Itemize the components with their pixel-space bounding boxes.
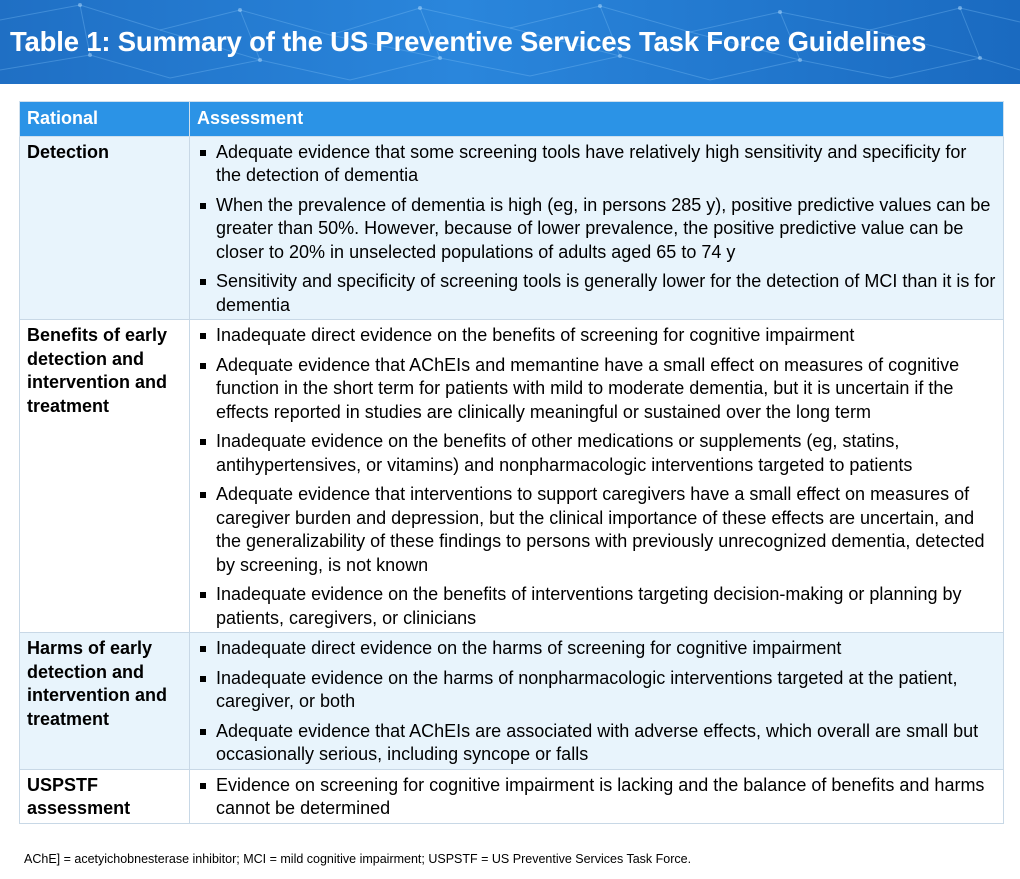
assessment-cell	[190, 633, 1004, 770]
row-label: Detection	[20, 136, 190, 320]
bullet-list	[197, 324, 996, 630]
list-item: Inadequate direct evidence on the benefits of screening for cognitive impairment	[197, 324, 996, 348]
list-item: Adequate evidence that AChEIs are associated with adverse effects, which overall are small but occasionally serious, including syncope or falls	[197, 720, 996, 767]
list-item: Adequate evidence that AChEIs and memantine have a small effect on measures of cognitive function in the short term for patients with mild to moderate dementia, but it is uncertain if the effects reported in studies are clinically meaningful or sustained over the long term	[197, 354, 996, 425]
page-title: Table 1: Summary of the US Preventive Services Task Force Guidelines	[10, 26, 927, 57]
table-row	[20, 769, 1004, 823]
table-header-row	[20, 102, 1004, 137]
header-assessment: Assessment	[190, 102, 1004, 137]
list-item: Inadequate evidence on the benefits of other medications or supplements (eg, statins, antihypertensives, or vitamins) and nonpharmacologic interventions targeted to patients	[197, 430, 996, 477]
list-item: Inadequate direct evidence on the harms of screening for cognitive impairment	[197, 637, 996, 661]
list-item: When the prevalence of dementia is high (eg, in persons 285 y), positive predictive values can be greater than 50%. However, because of lower prevalence, the positive predictive value can be closer to 20% in unselected populations of adults aged 65 to 74 y	[197, 194, 996, 265]
bullet-list	[197, 141, 996, 318]
row-label: Benefits of early detection and intervention and treatment	[20, 320, 190, 633]
guidelines-table	[19, 101, 1004, 824]
list-item: Evidence on screening for cognitive impairment is lacking and the balance of benefits and harms cannot be determined	[197, 774, 996, 821]
table-row	[20, 633, 1004, 770]
header-rational: Rational	[20, 102, 190, 137]
list-item: Adequate evidence that interventions to support caregivers have a small effect on measures of caregiver burden and depression, but the clinical importance of these effects are uncertain, and the generalizability of these findings to persons with previously unrecognized dementia, detected by screening, is not known	[197, 483, 996, 577]
table-row	[20, 320, 1004, 633]
footnote: AChE] = acetyichobnesterase inhibitor; MCI = mild cognitive impairment; USPSTF = US Preventive Services Task Force.	[24, 852, 692, 866]
bullet-list	[197, 637, 996, 767]
list-item: Inadequate evidence on the harms of nonpharmacologic interventions targeted at the patient, caregiver, or both	[197, 667, 996, 714]
list-item: Adequate evidence that some screening tools have relatively high sensitivity and specificity for the detection of dementia	[197, 141, 996, 188]
list-item: Sensitivity and specificity of screening tools is generally lower for the detection of MCI than it is for dementia	[197, 270, 996, 317]
list-item: Inadequate evidence on the benefits of interventions targeting decision-making or planning by patients, caregivers, or clinicians	[197, 583, 996, 630]
bullet-list	[197, 774, 996, 821]
assessment-cell	[190, 136, 1004, 320]
assessment-cell	[190, 320, 1004, 633]
row-label: Harms of early detection and intervention and treatment	[20, 633, 190, 770]
table-row	[20, 136, 1004, 320]
assessment-cell	[190, 769, 1004, 823]
row-label: USPSTF assessment	[20, 769, 190, 823]
title-banner	[0, 0, 1020, 84]
